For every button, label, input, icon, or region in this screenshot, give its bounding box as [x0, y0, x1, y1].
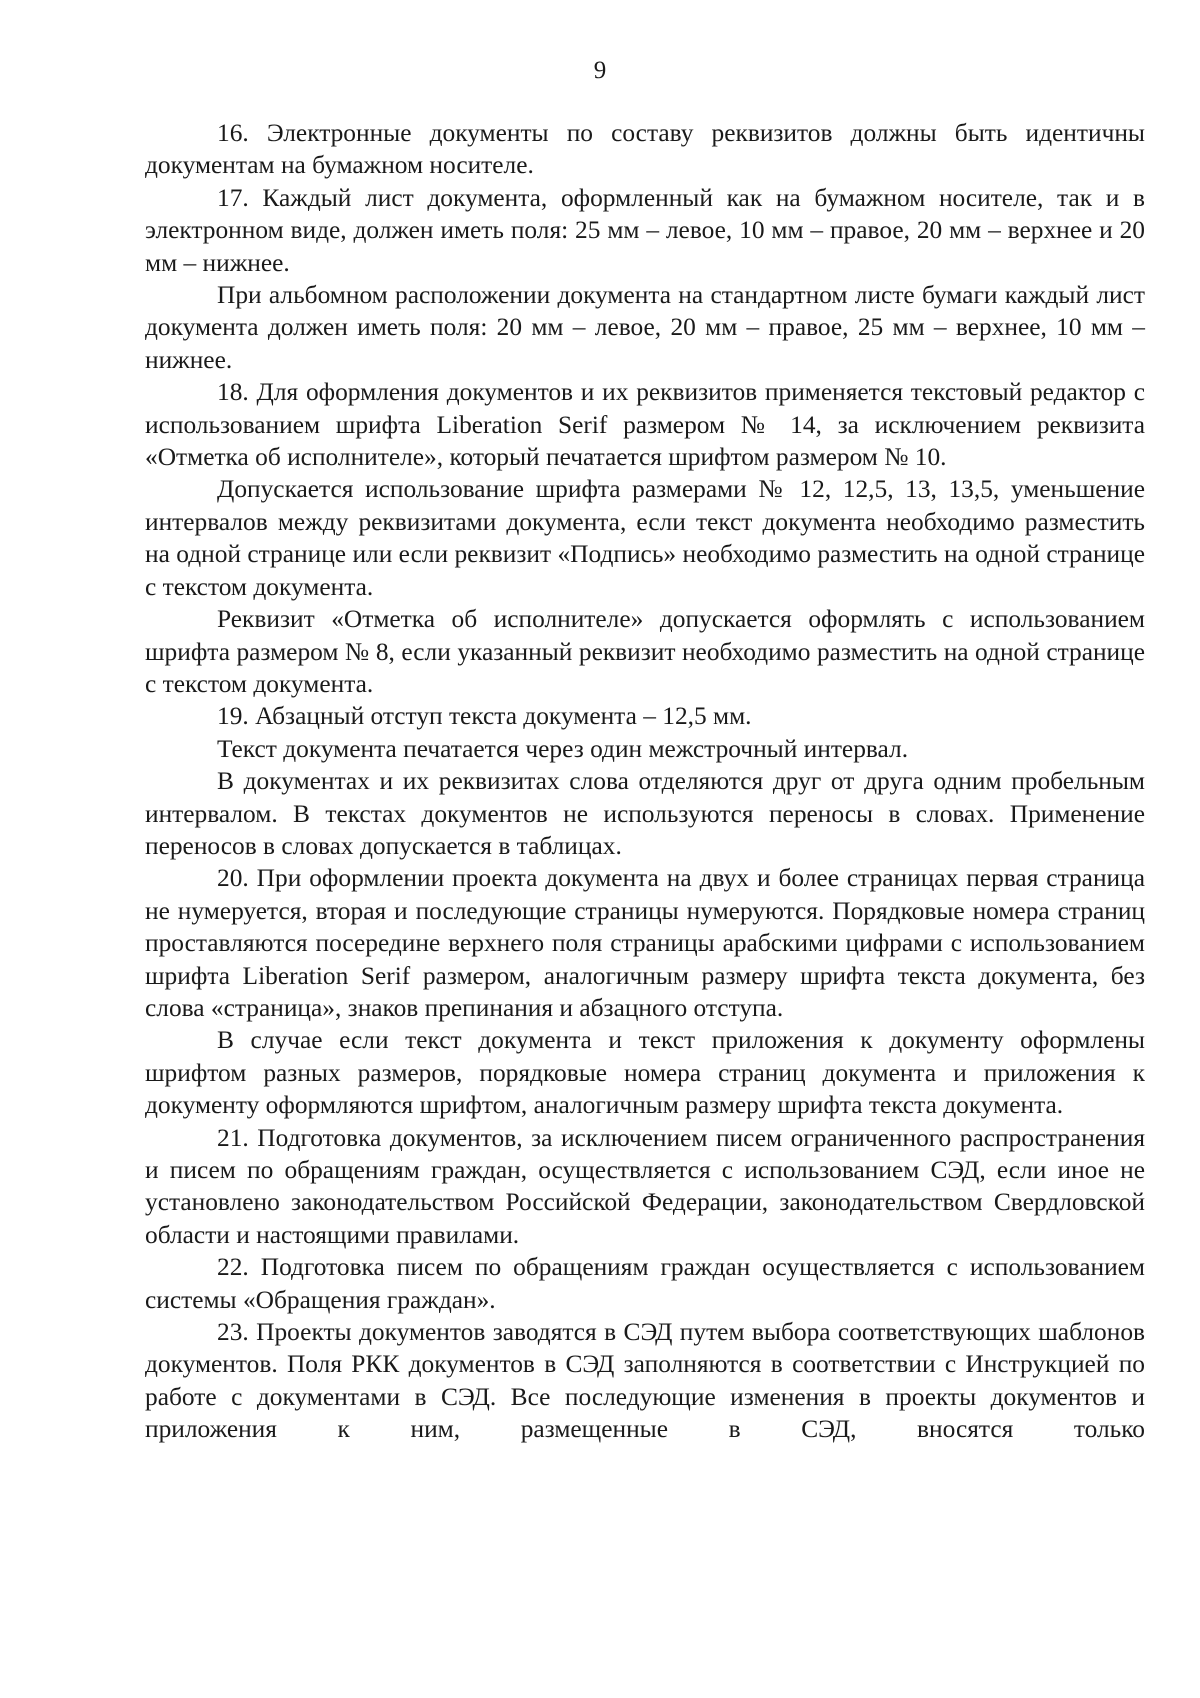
- paragraph-21: 21. Подготовка документов, за исключением писем ограниченного распространения и писем по обращениям граждан, осуществляется с использованием СЭД, если иное не установлено законодательством Российской Федерации, законодательством Свердловской области и настоящими правилами.: [145, 1123, 1145, 1249]
- document-body: [145, 117, 1145, 1446]
- paragraph-17: 17. Каждый лист документа, оформленный как на бумажном носителе, так и в электронном виде, должен иметь поля: 25 мм – левое, 10 мм – правое, 20 мм – верхнее и 20 мм – нижнее.: [145, 183, 1145, 277]
- page-number: 9: [593, 57, 607, 84]
- paragraph-19: 19. Абзацный отступ текста документа – 12,5 мм.: [217, 702, 752, 731]
- paragraph-22: 22. Подготовка писем по обращениям граждан осуществляется с использованием системы «Обращения граждан».: [145, 1253, 1145, 1314]
- paragraph-18-font-sizes: Допускается использование шрифта размерами № 12, 12,5, 13, 13,5, уменьшение интервалов между реквизитами документа, если текст документа необходимо разместить на одной странице или если реквизит «Подпись» необходимо разместить на одной странице с текстом документа.: [145, 475, 1145, 601]
- paragraph-16: 16. Электронные документы по составу реквизитов должны быть идентичны документам на бумажном носителе.: [145, 119, 1145, 180]
- paragraph-18-executor-mark: Реквизит «Отметка об исполнителе» допускается оформлять с использованием шрифта размером № 8, если указанный реквизит необходимо разместить на одной странице с текстом документа.: [145, 605, 1145, 698]
- paragraph-18: 18. Для оформления документов и их реквизитов применяется текстовый редактор с использованием шрифта Liberation Serif размером № 14, за исключением реквизита «Отметка об исполнителе», который печатается шрифтом размером № 10.: [145, 378, 1145, 472]
- paragraph-19-line-spacing: Текст документа печатается через один межстрочный интервал.: [217, 734, 909, 763]
- paragraph-19-word-spacing: В документах и их реквизитах слова отделяются друг от друга одним пробельным интервалом. В текстах документов не используются переносы в словах. Применение переносов в словах допускается в таблицах.: [145, 767, 1145, 860]
- paragraph-17-landscape: При альбомном расположении документа на стандартном листе бумаги каждый лист документа должен иметь поля: 20 мм – левое, 20 мм – правое, 25 мм – верхнее, 10 мм – нижнее.: [145, 281, 1145, 374]
- paragraph-23: 23. Проекты документов заводятся в СЭД путем выбора соответствующих шаблонов документов. Поля РКК документов в СЭД заполняются в соответствии с Инструкцией по работе с документами в СЭД. Все последующие изменения в проекты документов и приложения к ним, размещенные в СЭД, вносятся только: [145, 1318, 1145, 1444]
- paragraph-20-appendix-numbering: В случае если текст документа и текст приложения к документу оформлены шрифтом разных размеров, порядковые номера страниц документа и приложения к документу оформляются шрифтом, аналогичным размеру шрифта текста документа.: [145, 1026, 1145, 1120]
- paragraph-20: 20. При оформлении проекта документа на двух и более страницах первая страница не нумеруется, вторая и последующие страницы нумеруются. Порядковые номера страниц проставляются посередине верхнего поля страницы арабскими цифрами с использованием шрифта Liberation Serif размером, аналогичным размеру шрифта текста документа, без слова «страница», знаков препинания и абзацного отступа.: [145, 864, 1145, 1022]
